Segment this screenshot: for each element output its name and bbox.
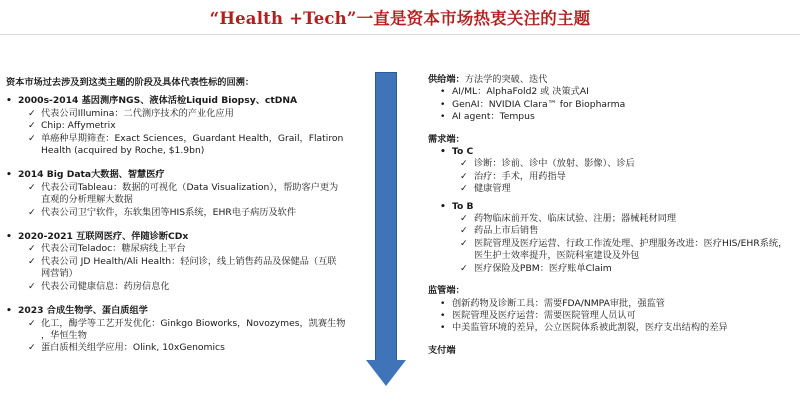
check-icon: ✓ [460, 158, 468, 170]
bullet-icon: • [440, 200, 446, 212]
list-item-continuation: ，华恒生物 [41, 329, 87, 341]
list-item: ✓ 健康管理 [460, 183, 511, 195]
list-item: • AI/ML：AlphaFold2 或 决策式AI [440, 86, 589, 98]
check-icon: ✓ [460, 183, 468, 195]
list-item-continuation: 直观的分析理解大数据 [41, 194, 133, 206]
list-item: ✓ 代表公司卫宁软件，东软集团等HIS系统，EHR电子病历及软件 [28, 206, 297, 218]
to-b-group: • To B [440, 200, 474, 212]
history-section-ngs [6, 95, 362, 157]
title-divider [0, 34, 800, 35]
payment-section [428, 345, 800, 357]
section-description: 方法学的突破、迭代 [464, 74, 548, 85]
arrow-down-icon [366, 360, 406, 386]
check-icon: ✓ [460, 213, 468, 225]
section-heading: 2023 合成生物学、蛋白质组学 [18, 305, 148, 317]
check-icon: ✓ [28, 206, 36, 218]
bullet-icon: • [440, 111, 446, 123]
timeline-arrow-shaft [375, 72, 397, 362]
list-item: ✓ 代表公司健康信息：药房信息化 [28, 280, 170, 292]
bullet-icon: • [6, 305, 12, 317]
left-intro: 资本市场过去涉及到这类主题的阶段及具体代表性标的回溯： [6, 77, 255, 88]
check-icon: ✓ [28, 342, 36, 354]
left-column [6, 77, 362, 367]
regulatory-section [428, 285, 800, 335]
list-item-continuation: 医生护士效率提升，医院科室建设及外包 [474, 250, 640, 262]
check-icon: ✓ [28, 120, 36, 132]
list-item: ✓ 药物临床前开发、临床试验、注册；器械耗材同理 [460, 213, 677, 225]
check-icon: ✓ [28, 280, 36, 292]
check-icon: ✓ [460, 262, 468, 274]
list-item: • AI agent：Tempus [440, 111, 535, 123]
bullet-icon: • [440, 146, 446, 158]
page-title: “Health +Tech”一直是资本市场热衷关注的主题 [209, 9, 591, 28]
list-item: ✓ 蛋白质相关组学应用：Olink, 10xGenomics [28, 342, 225, 354]
list-item-continuation: 网营销） [41, 268, 78, 280]
bullet-icon: • [440, 297, 446, 309]
list-item: ✓ 医疗保险及PBM：医疗账单Claim [460, 262, 612, 274]
list-item: ✓ 代表公司Illumina：二代测序技术的产业化应用 [28, 107, 234, 119]
demand-section [428, 134, 800, 275]
list-item: ✓ 治疗：手术，用药指导 [460, 170, 566, 182]
check-icon: ✓ [460, 170, 468, 182]
check-icon: ✓ [460, 237, 468, 249]
list-item: ✓ 代表公司 JD Health/Ali Health：轻问诊，线上销售药品及保健品（互联 [28, 255, 337, 267]
section-heading: 监管端： [428, 285, 465, 297]
list-item: • 创新药物及诊断工具：需要FDA/NMPA审批，强监管 [440, 297, 665, 309]
history-section-synbio [6, 305, 362, 355]
check-icon: ✓ [460, 225, 468, 237]
bullet-icon: • [440, 322, 446, 334]
bullet-icon: • [440, 98, 446, 110]
check-icon: ✓ [28, 243, 36, 255]
check-icon: ✓ [28, 132, 36, 144]
bullet-icon: • [440, 309, 446, 321]
section-heading: 2014 Big Data大数据、智慧医疗 [18, 169, 165, 181]
check-icon: ✓ [28, 107, 36, 119]
bullet-icon: • [6, 169, 12, 181]
list-item: ✓ 代表公司Tableau：数据的可视化（Data Visualization），帮助客户更为 [28, 181, 339, 193]
history-section-internet-health [6, 231, 362, 293]
section-heading: 2000s-2014 基因测序NGS、液体活检Liquid Biopsy、ctDNA [18, 95, 298, 107]
list-item: ✓ 诊断：诊前、诊中（放射、影像）、诊后 [460, 158, 635, 170]
list-item: ✓ 化工，酶学等工艺开发优化：Ginkgo Bioworks，Novozymes，凯赛生物 [28, 317, 346, 329]
list-item: ✓ Chip: Affymetrix [28, 120, 116, 132]
section-heading: 需求端： [428, 133, 465, 145]
check-icon: ✓ [28, 255, 36, 267]
section-heading: 2020-2021 互联网医疗、伴随诊断CDx [18, 231, 189, 243]
bullet-icon: • [6, 95, 12, 107]
bullet-icon: • [440, 86, 446, 98]
list-item: • 中美监管环境的差异，公立医院体系被此割裂，医疗支出结构的差异 [440, 322, 728, 334]
check-icon: ✓ [28, 181, 36, 193]
list-item: • 医院管理及医疗运营：需要医院管理人员认可 [440, 309, 636, 321]
list-item-continuation: Health (acquired by Roche, $1.9bn) [41, 145, 205, 157]
list-item: ✓ 单癌种早期筛查：Exact Sciences，Guardant Health，Grail，Flatiron [28, 132, 344, 144]
list-item: ✓ 药品上市后销售 [460, 225, 539, 237]
section-heading: 供给端： [428, 74, 465, 85]
history-section-bigdata [6, 169, 362, 219]
bullet-icon: • [6, 231, 12, 243]
list-item: ✓ 代表公司Teladoc：糖尿病线上平台 [28, 243, 186, 255]
to-c-group: • To C [440, 146, 474, 158]
list-item: ✓ 医院管理及医疗运营、行政工作流处理、护理服务改进：医疗HIS/EHR系统， [460, 237, 788, 249]
list-item: • GenAI：NVIDIA Clara™ for Biopharma [440, 98, 626, 110]
right-column [428, 74, 800, 367]
supply-section [428, 74, 800, 124]
check-icon: ✓ [28, 317, 36, 329]
section-heading: 支付端 [428, 344, 456, 356]
